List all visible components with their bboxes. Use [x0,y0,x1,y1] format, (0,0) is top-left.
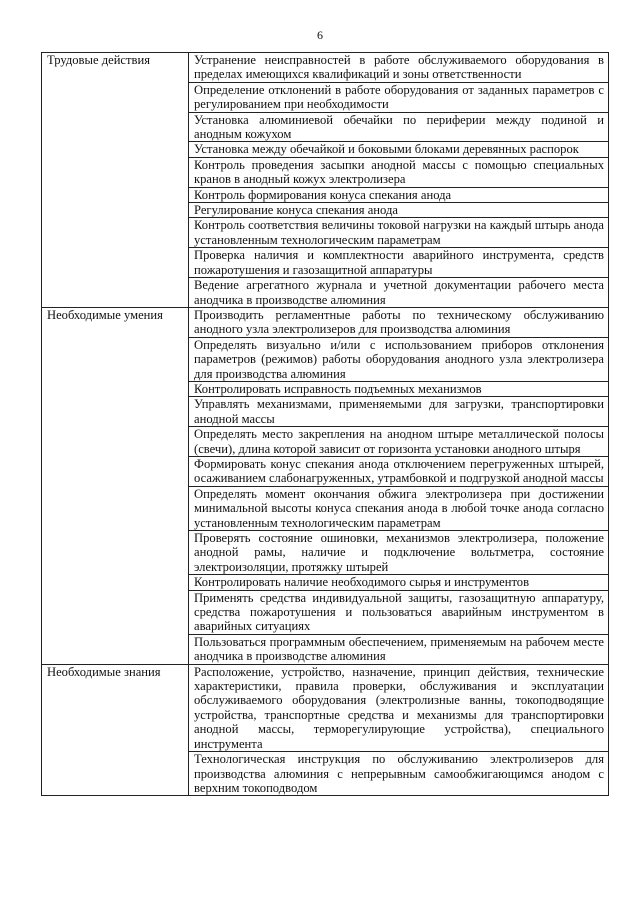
section-item: Определять момент окончания обжига электролизера при достижении минимальной высоты конуса спекания анода в любой точке анода согласно установленным технологическим параметрам [189,486,609,530]
section-item: Формировать конус спекания анода отключением перегруженных штырей, осаживанием слабонагруженных, утрамбовкой и подгрузкой анодной массы [189,456,609,486]
section-item: Проверять состояние ошиновки, механизмов электролизера, положение анодной рамы, наличие и подключение вольтметра, состояние электроизоляции, протяжку штырей [189,531,609,575]
section-item: Пользоваться программным обеспечением, применяемым на рабочем месте анодчика в производстве алюминия [189,634,609,664]
section-item: Контролировать наличие необходимого сырья и инструментов [189,575,609,590]
section-item: Определение отклонений в работе оборудования от заданных параметров с регулированием при необходимости [189,82,609,112]
section-item: Определять место закрепления на анодном штыре металлической полосы (свечи), длина которой зависит от горизонта установки анодного штыря [189,427,609,457]
section-item: Контролировать исправность подъемных механизмов [189,381,609,396]
page-number: 6 [317,28,323,42]
section-item: Установка алюминиевой обечайки по периферии между подиной и анодным кожухом [189,112,609,142]
section-item: Регулирование конуса спекания анода [189,203,609,218]
section-item: Контроль формирования конуса спекания анода [189,187,609,202]
section-item: Управлять механизмами, применяемыми для загрузки, транспортировки анодной массы [189,397,609,427]
section-item: Устранение неисправностей в работе обслуживаемого оборудования в пределах имеющихся квалификаций и зоны ответственности [189,53,609,83]
requirements-table-body [42,53,609,796]
section-item: Контроль соответствия величины токовой нагрузки на каждый штырь анода установленным технологическим параметрам [189,218,609,248]
section-item: Расположение, устройство, назначение, принцип действия, технические характеристики, правила проверки, обслуживания и эксплуатации обслуживаемого оборудования (электролизные ванны, токоподводящие устройства, транспортные средства и механизмы для транспортировки анодной массы, терморегулирующие устройства), специального инструмента [189,664,609,751]
table-row [42,664,609,751]
section-item: Производить регламентные работы по техническому обслуживанию анодного узла электролизеров для производства алюминия [189,307,609,337]
section-title: Необходимые умения [42,307,189,664]
table-row [42,307,609,337]
table-row [42,53,609,83]
requirements-table [41,52,609,796]
section-item: Установка между обечайкой и боковыми блоками деревянных распорок [189,142,609,157]
section-item: Контроль проведения засыпки анодной массы с помощью специальных кранов в анодный кожух электролизера [189,157,609,187]
section-item: Технологическая инструкция по обслуживанию электролизеров для производства алюминия с непрерывным самообжигающимся анодом с верхним токоподводом [189,752,609,796]
section-title: Необходимые знания [42,664,189,796]
section-item: Применять средства индивидуальной защиты, газозащитную аппаратуру, средства пожаротушения и пользоваться аварийным инструментом в аварийных ситуациях [189,590,609,634]
section-item: Проверка наличия и комплектности аварийного инструмента, средств пожаротушения и газозащитной аппаратуры [189,248,609,278]
section-item: Ведение агрегатного журнала и учетной документации рабочего места анодчика в производстве алюминия [189,278,609,308]
section-item: Определять визуально и/или с использованием приборов отклонения параметров (режимов) работы оборудования анодного узла электролизера для производства алюминия [189,337,609,381]
section-title: Трудовые действия [42,53,189,308]
